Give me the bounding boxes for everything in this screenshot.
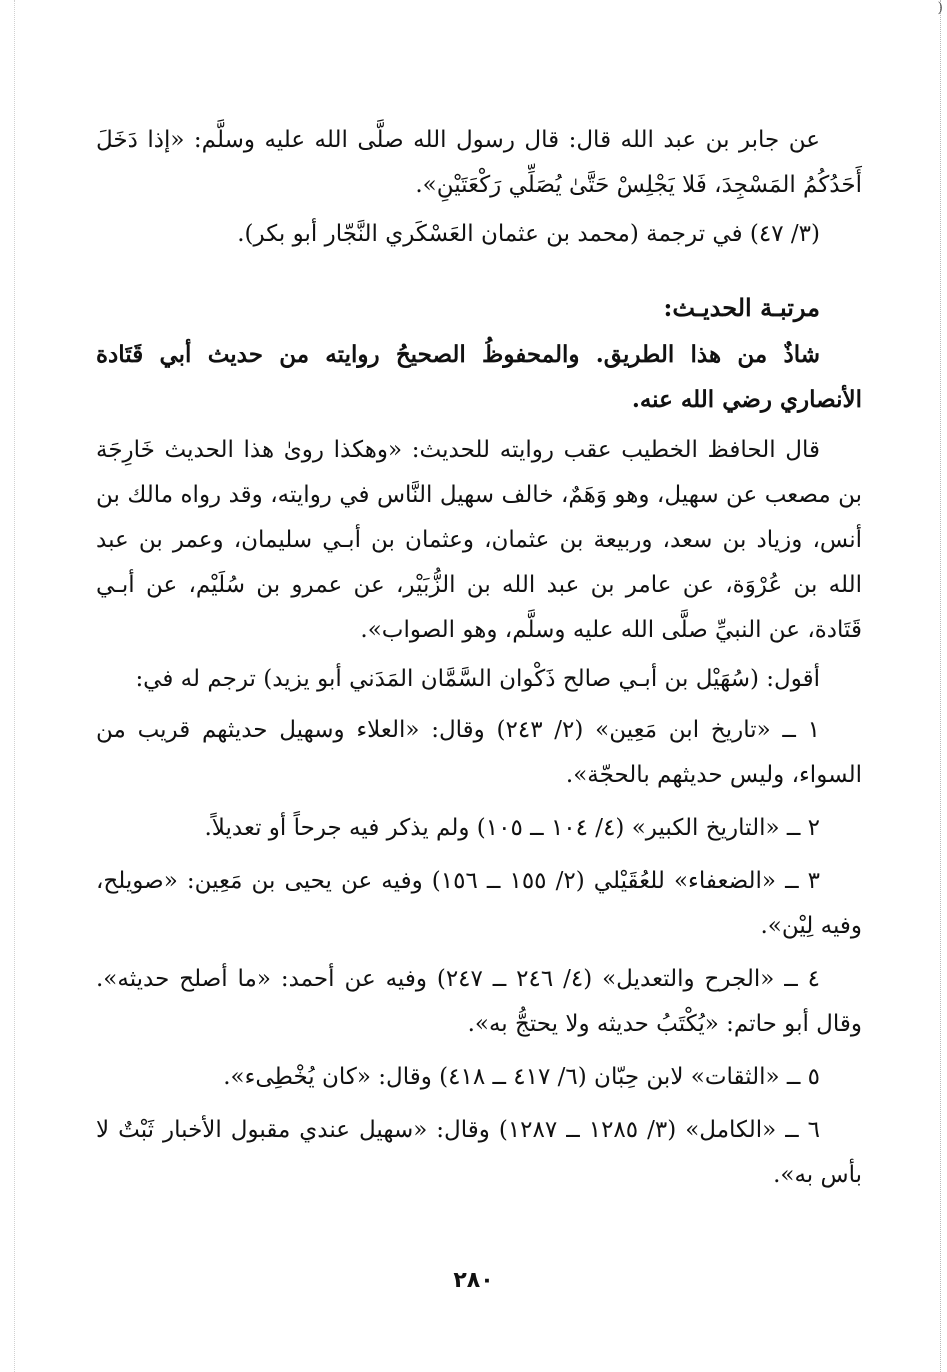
list-item: ٤ ــ «الجرح والتعديل» (٤/ ٢٤٦ ــ ٢٤٧) وفيه عن أحمد: «ما أصلح حديثه». وقال أبو حاتم: «يُكْتَبُ حديثه ولا يحتجُّ به». <box>96 966 862 1037</box>
source-reference: (٣/ ٤٧) في ترجمة (محمد بن عثمان العَسْكَري النَّجّار أبو بكر). <box>237 221 820 247</box>
narrator-intro: أقول: (سُهَيْل بن أبـي صالح ذَكْوان السَّمَّان المَدَني أبو يزيد) ترجم له في: <box>135 666 820 692</box>
hadith-text: عن جابر بن عبد الله قال: قال رسول الله صلَّى الله عليه وسلَّم: «إذا دَخَلَ أَحَدُكُمُ المَسْجِدَ، فَلا يَجْلِسْ حَتَّىٰ يُصَلِّي رَكْعَتَيْنِ». <box>96 127 862 198</box>
list-item: ٣ ــ «الضعفاء» للعُقَيْلي (٢/ ١٥٥ ــ ١٥٦) وفيه عن يحيى بن مَعِين: «صويلح، وفيه لِيْن». <box>96 868 862 939</box>
khatib-quote: قال الحافظ الخطيب عقب روايته للحديث: «وهكذا روىٰ هذا الحديث خَارِجَة بن مصعب عن سهيل، وهو وَهَمٌ، خالف سهيل النَّاس في روايته، وقد رواه مالك بن أنس، وزياد بن سعد، وربيعة بن عثمان، وعثمان بن أبـي سليمان، وعمر بن عبد الله بن عُرْوَة، عن عامر بن عبد الله بن الزُّبَيْر، عن عمرو بن سُلَيْم، عن أبـي قَتَادة، عن النبيِّ صلَّى الله عليه وسلَّم، وهو الصواب». <box>96 437 862 643</box>
list-item: ١ ــ «تاريخ ابن مَعِين» (٢/ ٢٤٣) وقال: «العلاء وسهيل حديثهم قريب من السواء، وليس حديثهم بالحجّة». <box>96 717 862 788</box>
list-item: ٥ ــ «الثقات» لابن حِبّان (٦/ ٤١٧ ــ ٤١٨) وقال: «كان يُخْطِىء». <box>223 1064 820 1090</box>
page-number: ٢٨٠ <box>453 1268 494 1293</box>
page-edge-right <box>937 0 943 1372</box>
hadith-grade: شاذٌ من هذا الطريق. والمحفوظُ الصحيحُ روايته من حديث أبي قَتَادة الأنصاري رضي الله عنه. <box>96 341 862 413</box>
page-body <box>96 118 862 1198</box>
list-item: ٢ ــ «التاريخ الكبير» (٤/ ١٠٤ ــ ١٠٥) ولم يذكر فيه جرحاً أو تعديلاً. <box>204 815 820 841</box>
page-edge-left <box>14 0 15 1372</box>
corner-mark: ) <box>937 0 943 16</box>
section-heading: مرتبـة الحديـث: <box>663 293 820 322</box>
list-item: ٦ ــ «الكامل» (٣/ ١٢٨٥ ــ ١٢٨٧) وقال: «سهيل عندي مقبول الأخبار ثَبْتٌ لا بأس به». <box>96 1117 862 1188</box>
